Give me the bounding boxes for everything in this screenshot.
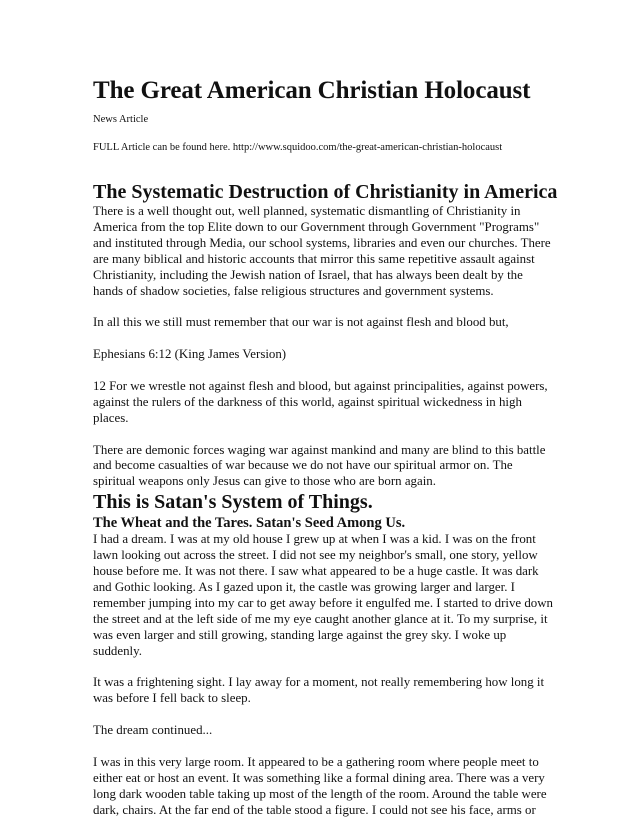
paragraph-intro: There is a well thought out, well planned, systematic dismantling of Christianity in America from the top Elite down to our Government through Government "Programs" and instituted through Media, our school systems, libraries and even our churches. There are many biblical and historic accounts that mirror this same repetitive assault against Christianity, including the Jewish nation of Israel, that has always been dealt by the hands of shadow societies, false religious structures and government systems. xyxy=(93,204,551,298)
full-article-link-line: FULL Article can be found here. http://www.squidoo.com/the-great-american-christian-holocaust xyxy=(93,142,503,153)
paragraph-frightening-sight: It was a frightening sight. I lay away for a moment, not really remembering how long it was before I fell back to sleep. xyxy=(93,675,545,706)
paragraph-war-not-flesh: In all this we still must remember that our war is not against flesh and blood but, xyxy=(93,315,509,330)
document-title: The Great American Christian Holocaust xyxy=(93,77,531,104)
paragraph-ephesians-ref: Ephesians 6:12 (King James Version) xyxy=(93,347,287,362)
news-article-label: News Article xyxy=(93,114,149,125)
subheading-wheat-and-tares: The Wheat and the Tares. Satan's Seed Among Us. xyxy=(93,515,406,532)
paragraph-large-room: I was in this very large room. It appeared to be a gathering room where people meet to either eat or host an event. It was something like a formal dining area. There was a very long dark wooden table taking up most of the length of the room. Around the table were dark, chairs. At the far end of the table stood a figure. I could not see his face, arms or xyxy=(93,754,547,817)
section-heading-systematic-destruction: The Systematic Destruction of Christianity in America xyxy=(93,181,558,203)
paragraph-dream: I had a dream. I was at my old house I grew up at when I was a kid. I was on the front lawn looking out across the street. I did not see my neighbor's small, one story, yellow house before me. It was not there. I saw what appeared to be a huge castle. It was dark and Gothic looking. As I gazed upon it, the castle was growing larger and larger. I remember jumping into my car to get away before it engulfed me. I started to drive down the street and at the left side of me my eye caught another glance at it. To my surprise, it was even larger and still growing, standing large against the grey sky. I woke up suddenly. xyxy=(93,532,553,658)
paragraph-ephesians-verse: 12 For we wrestle not against flesh and blood, but against principalities, against powers, against the rulers of the darkness of this world, against spiritual wickedness in high places. xyxy=(93,378,548,425)
paragraph-dream-continued: The dream continued... xyxy=(93,723,213,738)
document-page xyxy=(93,76,558,819)
section-heading-satans-system: This is Satan's System of Things. xyxy=(93,491,373,514)
paragraph-demonic-forces: There are demonic forces waging war against mankind and many are blind to this battle and become casualties of war because we do not have our spiritual armor on. The spiritual weapons only Jesus can give to those who are born again. xyxy=(93,442,546,489)
